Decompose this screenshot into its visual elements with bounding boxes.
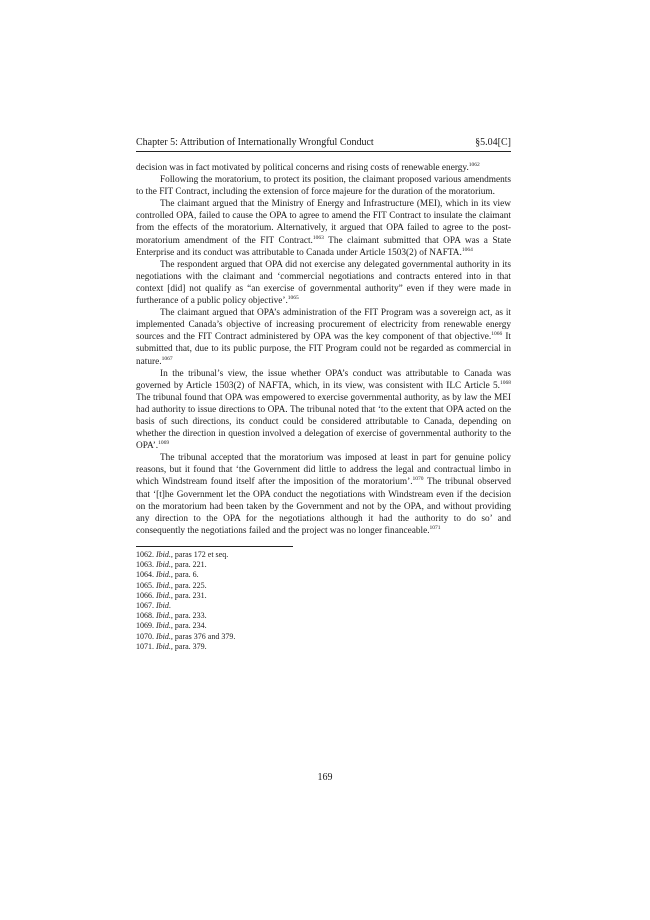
footnote-ibid: Ibid. bbox=[156, 641, 171, 651]
paragraph-text: The claimant argued that OPA’s administration of the FIT Program was a sovereign act, as it implemented Canada’s objective of increasing procurement of electricity from renewable energy sources and the FIT Contract administered by OPA was the key component of that objective. bbox=[136, 308, 511, 343]
footnote-reference[interactable]: 1064 bbox=[461, 246, 473, 253]
footnote-ibid: Ibid. bbox=[156, 631, 171, 641]
section-number: §5.04[C] bbox=[475, 137, 511, 148]
footnote-separator bbox=[136, 546, 293, 547]
footnote-reference[interactable]: 1066 bbox=[491, 331, 503, 338]
footnote-citation: , para. 225. bbox=[170, 580, 207, 590]
footnote-citation: , para. 221. bbox=[170, 560, 207, 570]
footnote-citation: , para. 233. bbox=[170, 611, 207, 621]
footnote-ibid: Ibid. bbox=[156, 570, 171, 580]
footnote-citation: , paras 376 and 379. bbox=[170, 631, 236, 641]
footnote-citation: , paras 172 et seq. bbox=[170, 549, 229, 559]
footnote-number: 1068. bbox=[136, 611, 154, 621]
footnote-item bbox=[136, 591, 511, 601]
footnote-citation: . bbox=[168, 600, 171, 610]
footnote-reference[interactable]: 1069 bbox=[158, 440, 170, 447]
footnote-reference[interactable]: 1067 bbox=[161, 355, 173, 362]
footnote-reference[interactable]: 1071 bbox=[429, 524, 441, 531]
footnote-reference[interactable]: 1063 bbox=[312, 234, 324, 241]
body-paragraph bbox=[136, 162, 511, 174]
body-paragraph bbox=[136, 174, 511, 198]
footnote-item bbox=[136, 611, 511, 621]
footnote-ibid: Ibid. bbox=[156, 560, 171, 570]
running-header bbox=[136, 136, 511, 152]
footnote-number: 1070. bbox=[136, 631, 154, 641]
footnote-ibid: Ibid. bbox=[156, 580, 171, 590]
footnote-number: 1069. bbox=[136, 621, 154, 631]
footnote-number: 1067. bbox=[136, 600, 154, 610]
footnote-item bbox=[136, 581, 511, 591]
footnote-ibid: Ibid. bbox=[156, 590, 171, 600]
page-number: 169 bbox=[317, 772, 333, 783]
footnote-reference[interactable]: 1065 bbox=[287, 295, 299, 302]
footnote-reference[interactable]: 1068 bbox=[500, 379, 511, 386]
footnote-ibid: Ibid. bbox=[156, 549, 171, 559]
paragraph-text: In the tribunal’s view, the issue whether OPA’s conduct was attributable to Canada was governed by Article 1503(2) of NAFTA, which, in its view, was consistent with ILC Article 5. bbox=[136, 368, 511, 391]
footnote-item bbox=[136, 642, 511, 652]
footnote-reference[interactable]: 1062 bbox=[468, 162, 480, 168]
footnote-item bbox=[136, 621, 511, 631]
footnote-number: 1064. bbox=[136, 570, 154, 580]
paragraph-text: It submitted that, due to its public purpose, the FIT Program could not be regarded as commercial in nature. bbox=[136, 332, 511, 367]
footnote-citation: , para. 234. bbox=[170, 621, 207, 631]
paragraph-text: decision was in fact motivated by political concerns and rising costs of renewable energy. bbox=[136, 163, 469, 173]
page-content bbox=[136, 136, 511, 652]
body-paragraph bbox=[136, 259, 511, 307]
footnote-item bbox=[136, 601, 511, 611]
body-paragraph bbox=[136, 452, 511, 537]
paragraph-text: The claimant submitted that OPA was a State Enterprise and its conduct was attributable to Canada under Article 1503(2) of NAFTA. bbox=[136, 235, 511, 258]
footnote-item bbox=[136, 560, 511, 570]
footnote-item bbox=[136, 632, 511, 642]
body-text bbox=[136, 162, 511, 537]
paragraph-text: The claimant argued that the Ministry of Energy and Infrastructure (MEI), which in its view controlled OPA, failed to cause the OPA to agree to amend the FIT Contract to insulate the claimant from the effects of the moratorium. Alternatively, it argued that OPA failed to agree to the post-moratorium amendment of the FIT Contract. bbox=[136, 199, 511, 246]
footnotes bbox=[136, 550, 511, 652]
footnote-ibid: Ibid. bbox=[156, 621, 171, 631]
footnote-item bbox=[136, 570, 511, 580]
footnote-number: 1071. bbox=[136, 641, 154, 651]
paragraph-text: The tribunal observed that ‘[t]he Government let the OPA conduct the negotiations with Windstream even if the decision on the moratorium had been taken by the Government and not by the OPA, and without providing any direction to the OPA for the negotiations although it had the authority to do so’ and consequently the negotiations failed and the project was no longer financeable. bbox=[136, 477, 511, 536]
footnote-reference[interactable]: 1070 bbox=[412, 476, 424, 483]
paragraph-text: The tribunal accepted that the moratorium was imposed at least in part for genuine policy reasons, but it found that ‘the Government did little to address the legal and contractual limbo in which Windstream found itself after the imposition of the moratorium’. bbox=[136, 453, 511, 488]
footnote-citation: , para. 379. bbox=[170, 641, 207, 651]
footnote-number: 1065. bbox=[136, 580, 154, 590]
body-paragraph bbox=[136, 307, 511, 367]
paragraph-text: The respondent argued that OPA did not exercise any delegated governmental authority in its negotiations with the claimant and ‘commercial negotiations and contracts entered into in that context [did] not qualify as “an exercise of governmental authority” even if they were made in furtherance of a public policy objective’. bbox=[136, 259, 511, 307]
footnote-citation: , para. 231. bbox=[170, 590, 207, 600]
footnote-number: 1066. bbox=[136, 590, 154, 600]
footnote-ibid: Ibid. bbox=[156, 611, 171, 621]
body-paragraph bbox=[136, 198, 511, 258]
paragraph-text: The tribunal found that OPA was empowered to exercise governmental authority, as by law the MEI had authority to issue directions to OPA. The tribunal noted that ‘to the extent that OPA acted on the basis of such directions, its conduct could be considered attributable to Canada, depending on whether the direction in question involved a delegation of exercise of governmental authority to the OPA’. bbox=[136, 392, 511, 452]
paragraph-text: Following the moratorium, to protect its position, the claimant proposed various amendments to the FIT Contract, including the extension of force majeure for the duration of the moratorium. bbox=[136, 175, 511, 198]
footnote-item bbox=[136, 550, 511, 560]
body-paragraph bbox=[136, 368, 511, 453]
footnote-ibid: Ibid bbox=[156, 600, 169, 610]
footnote-number: 1063. bbox=[136, 560, 154, 570]
footnote-number: 1062. bbox=[136, 549, 154, 559]
chapter-title: Chapter 5: Attribution of Internationally Wrongful Conduct bbox=[136, 137, 374, 148]
footnote-citation: , para. 6. bbox=[170, 570, 199, 580]
